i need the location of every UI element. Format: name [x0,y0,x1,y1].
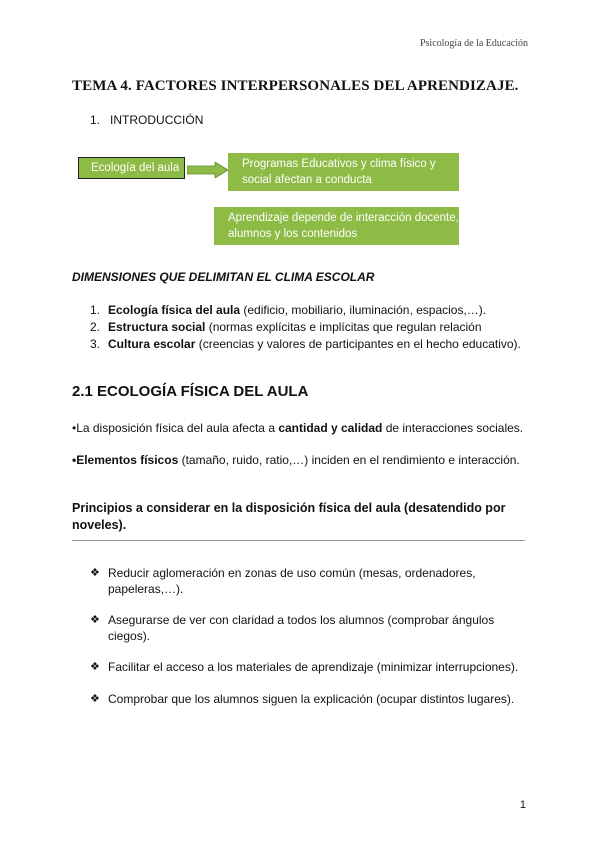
divider [72,540,525,541]
right-arrow-icon [187,162,229,178]
list-item: ❖ Asegurarse de ver con claridad a todos los alumnos (comprobar ángulos ciegos). [90,613,495,643]
section-title: 2.1 ECOLOGÍA FÍSICA DEL AULA [72,383,309,400]
dimensions-list [90,302,521,353]
intro-number: 1. [90,113,101,127]
diagram-box-aprendizaje-line2: alumnos y los contenidos [228,228,358,240]
principles-title: Principios a considerar en la disposición física del aula (desatendido por noveles). [72,501,506,532]
diagram-box-aprendizaje [214,207,459,245]
intro-label: INTRODUCCIÓN [110,113,204,127]
list-item: ❖ Facilitar el acceso a los materiales de aprendizaje (minimizar interrupciones). [90,660,519,674]
page-number: 1 [519,799,526,811]
list-item: 3. Cultura escolar (creencias y valores de participantes en el hecho educativo). [90,337,521,351]
diagram-box-ecologia: Ecología del aula [78,157,185,179]
running-header: Psicología de la Educación [419,38,528,49]
list-item: 1. Ecología física del aula (edificio, mobiliario, iluminación, espacios,…). [90,303,487,317]
dimensions-title: DIMENSIONES QUE DELIMITAN EL CLIMA ESCOLAR [72,270,375,284]
list-item: 2. Estructura social (normas explícitas e implícitas que regulan relación [90,320,482,334]
list-item: ❖ Comprobar que los alumnos siguen la explicación (ocupar distintos lugares). [90,692,515,706]
diamond-bullet-icon: ❖ [90,614,100,626]
diamond-bullet-icon: ❖ [90,693,100,705]
diamond-bullet-icon: ❖ [90,567,100,579]
diamond-bullet-icon: ❖ [90,661,100,673]
page-title: TEMA 4. FACTORES INTERPERSONALES DEL APRENDIZAJE. [72,78,519,94]
paragraph-elementos: •Elementos físicos (tamaño, ruido, ratio,…) inciden en el rendimiento e interacción. [72,453,520,467]
diagram-box-aprendizaje-line1: Aprendizaje depende de interacción docente, [228,212,459,224]
paragraph-disposicion: •La disposición física del aula afecta a cantidad y calidad de interacciones sociales. [72,421,524,435]
diagram-box-programas-line2: social afectan a conducta [242,174,372,186]
diagram-box-programas-line1: Programas Educativos y clima físico y [242,158,436,170]
list-item: ❖ Reducir aglomeración en zonas de uso común (mesas, ordenadores, papeleras,…). [90,566,476,596]
diagram-box-programas [228,153,459,191]
intro-heading [90,113,203,127]
